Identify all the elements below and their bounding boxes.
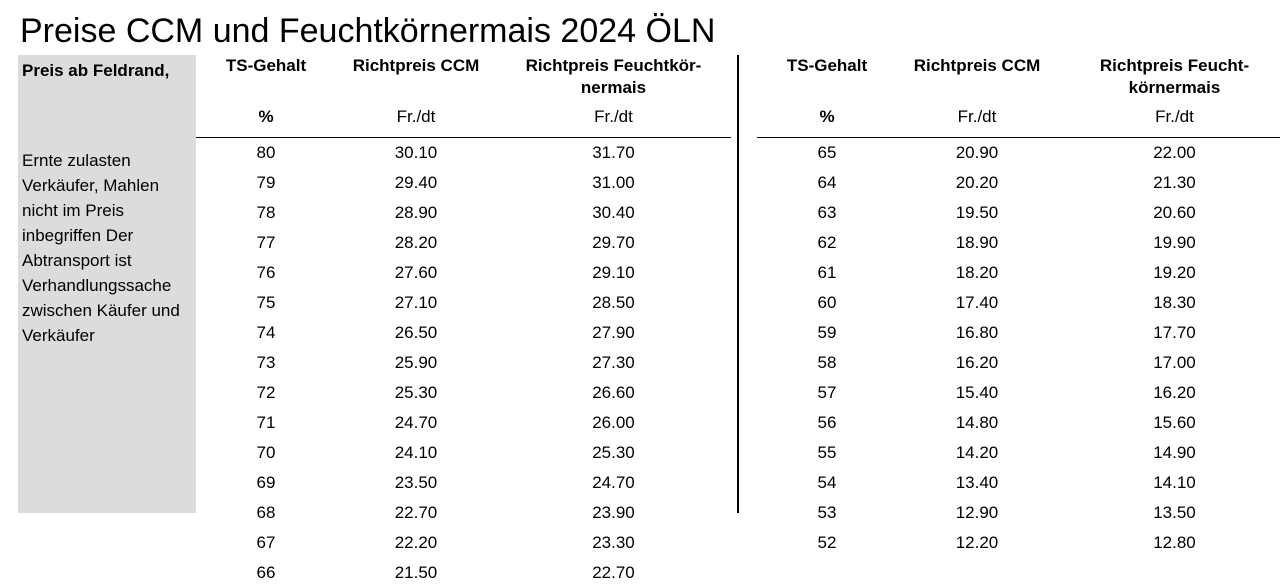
table-row <box>196 468 1280 498</box>
cell-fkm-left: 27.30 <box>496 348 731 378</box>
cell-ts-left: 80 <box>196 138 336 169</box>
cell-fkm-right: 19.20 <box>1057 258 1280 288</box>
cell-ccm-left: 27.10 <box>336 288 496 318</box>
table-row <box>196 138 1280 169</box>
cell-fkm-right: 18.30 <box>1057 288 1280 318</box>
cell-fkm-left: 23.30 <box>496 528 731 558</box>
cell-ccm-right: 16.80 <box>897 318 1057 348</box>
cell-ccm-right: 17.40 <box>897 288 1057 318</box>
table-row <box>196 378 1280 408</box>
table-row <box>196 558 1280 588</box>
cell-ts-left: 75 <box>196 288 336 318</box>
header-fkm-left: Richtpreis Feuchtkör-nermais <box>496 55 731 107</box>
cell-ts-left: 66 <box>196 558 336 588</box>
cell-gap <box>731 138 757 169</box>
cell-fkm-left: 26.60 <box>496 378 731 408</box>
cell-gap <box>731 258 757 288</box>
header-ccm-right: Richtpreis CCM <box>897 55 1057 107</box>
table-row <box>196 168 1280 198</box>
table-row <box>196 198 1280 228</box>
cell-gap <box>731 378 757 408</box>
cell-fkm-right <box>1057 558 1280 588</box>
table-row <box>196 348 1280 378</box>
cell-ts-right: 54 <box>757 468 897 498</box>
cell-gap <box>731 468 757 498</box>
cell-gap <box>731 228 757 258</box>
header-ts-right: TS-Gehalt <box>757 55 897 107</box>
price-table-body <box>196 138 1280 588</box>
table-header-row <box>196 55 1280 107</box>
cell-fkm-left: 29.10 <box>496 258 731 288</box>
cell-ts-left: 76 <box>196 258 336 288</box>
cell-ts-right: 62 <box>757 228 897 258</box>
cell-ts-right: 58 <box>757 348 897 378</box>
cell-fkm-right: 17.00 <box>1057 348 1280 378</box>
cell-fkm-left: 31.00 <box>496 168 731 198</box>
unit-ts-left: % <box>196 107 336 138</box>
cell-ccm-left: 24.70 <box>336 408 496 438</box>
cell-ccm-left: 22.70 <box>336 498 496 528</box>
cell-fkm-left: 31.70 <box>496 138 731 169</box>
cell-ccm-right: 15.40 <box>897 378 1057 408</box>
cell-fkm-left: 29.70 <box>496 228 731 258</box>
cell-ccm-left: 23.50 <box>336 468 496 498</box>
cell-ts-left: 71 <box>196 408 336 438</box>
cell-ccm-left: 22.20 <box>336 528 496 558</box>
cell-ccm-left: 28.90 <box>336 198 496 228</box>
cell-fkm-right: 21.30 <box>1057 168 1280 198</box>
cell-ccm-right: 12.20 <box>897 528 1057 558</box>
cell-ts-right: 61 <box>757 258 897 288</box>
header-gap <box>731 55 757 107</box>
cell-fkm-left: 28.50 <box>496 288 731 318</box>
cell-gap <box>731 438 757 468</box>
table-row <box>196 228 1280 258</box>
cell-ts-left: 79 <box>196 168 336 198</box>
cell-gap <box>731 528 757 558</box>
cell-gap <box>731 198 757 228</box>
cell-ts-right: 57 <box>757 378 897 408</box>
cell-ts-right: 53 <box>757 498 897 528</box>
cell-fkm-left: 27.90 <box>496 318 731 348</box>
cell-ts-left: 77 <box>196 228 336 258</box>
cell-ts-right: 56 <box>757 408 897 438</box>
cell-fkm-right: 20.60 <box>1057 198 1280 228</box>
unit-gap <box>731 107 757 138</box>
price-table-wrapper <box>196 55 1262 515</box>
cell-ccm-right: 18.90 <box>897 228 1057 258</box>
cell-gap <box>731 498 757 528</box>
cell-ts-left: 78 <box>196 198 336 228</box>
cell-ccm-right: 14.20 <box>897 438 1057 468</box>
cell-fkm-right: 16.20 <box>1057 378 1280 408</box>
unit-ccm-left: Fr./dt <box>336 107 496 138</box>
price-table <box>196 55 1280 588</box>
cell-fkm-right: 15.60 <box>1057 408 1280 438</box>
unit-fkm-left: Fr./dt <box>496 107 731 138</box>
cell-ccm-right: 13.40 <box>897 468 1057 498</box>
cell-ccm-right: 20.90 <box>897 138 1057 169</box>
cell-fkm-left: 23.90 <box>496 498 731 528</box>
cell-gap <box>731 558 757 588</box>
cell-ccm-right: 14.80 <box>897 408 1057 438</box>
table-row <box>196 258 1280 288</box>
cell-ts-right: 65 <box>757 138 897 169</box>
cell-ts-left: 73 <box>196 348 336 378</box>
cell-ccm-right: 20.20 <box>897 168 1057 198</box>
cell-ts-right: 64 <box>757 168 897 198</box>
cell-ccm-left: 28.20 <box>336 228 496 258</box>
cell-ccm-right: 18.20 <box>897 258 1057 288</box>
cell-fkm-left: 26.00 <box>496 408 731 438</box>
cell-fkm-right: 17.70 <box>1057 318 1280 348</box>
cell-fkm-right: 19.90 <box>1057 228 1280 258</box>
cell-ccm-left: 21.50 <box>336 558 496 588</box>
table-row <box>196 528 1280 558</box>
unit-ts-right: % <box>757 107 897 138</box>
cell-fkm-left: 25.30 <box>496 438 731 468</box>
cell-ts-right: 59 <box>757 318 897 348</box>
cell-ccm-left: 25.90 <box>336 348 496 378</box>
table-row <box>196 288 1280 318</box>
cell-ts-left: 72 <box>196 378 336 408</box>
cell-fkm-right: 14.10 <box>1057 468 1280 498</box>
note-body: Ernte zulasten Verkäufer, Mahlen nicht im Preis inbegriffen Der Abtransport ist Verhandlungssache zwischen Käufer und Verkäufer <box>22 148 194 348</box>
table-row <box>196 498 1280 528</box>
unit-ccm-right: Fr./dt <box>897 107 1057 138</box>
cell-fkm-right: 13.50 <box>1057 498 1280 528</box>
cell-ts-left: 67 <box>196 528 336 558</box>
cell-fkm-left: 22.70 <box>496 558 731 588</box>
cell-ccm-left: 27.60 <box>336 258 496 288</box>
cell-ts-left: 74 <box>196 318 336 348</box>
cell-ccm-right: 16.20 <box>897 348 1057 378</box>
cell-fkm-left: 24.70 <box>496 468 731 498</box>
note-heading: Preis ab Feldrand, <box>22 60 192 82</box>
cell-ts-left: 70 <box>196 438 336 468</box>
cell-ccm-right <box>897 558 1057 588</box>
table-unit-row <box>196 107 1280 138</box>
cell-ccm-left: 29.40 <box>336 168 496 198</box>
cell-gap <box>731 168 757 198</box>
header-ts-left: TS-Gehalt <box>196 55 336 107</box>
price-table-head <box>196 55 1280 138</box>
cell-ccm-right: 12.90 <box>897 498 1057 528</box>
header-ccm-left: Richtpreis CCM <box>336 55 496 107</box>
cell-ts-right: 55 <box>757 438 897 468</box>
cell-fkm-right: 14.90 <box>1057 438 1280 468</box>
cell-ts-left: 69 <box>196 468 336 498</box>
page-title: Preise CCM und Feuchtkörnermais 2024 ÖLN <box>20 12 715 51</box>
cell-ccm-left: 25.30 <box>336 378 496 408</box>
table-row <box>196 408 1280 438</box>
cell-ts-left: 68 <box>196 498 336 528</box>
cell-ts-right: 52 <box>757 528 897 558</box>
cell-gap <box>731 348 757 378</box>
cell-fkm-right: 22.00 <box>1057 138 1280 169</box>
cell-ts-right <box>757 558 897 588</box>
cell-ccm-right: 19.50 <box>897 198 1057 228</box>
cell-gap <box>731 408 757 438</box>
cell-fkm-left: 30.40 <box>496 198 731 228</box>
cell-ccm-left: 30.10 <box>336 138 496 169</box>
cell-gap <box>731 318 757 348</box>
table-row <box>196 438 1280 468</box>
cell-gap <box>731 288 757 318</box>
unit-fkm-right: Fr./dt <box>1057 107 1280 138</box>
cell-ts-right: 63 <box>757 198 897 228</box>
cell-fkm-right: 12.80 <box>1057 528 1280 558</box>
cell-ccm-left: 24.10 <box>336 438 496 468</box>
cell-ts-right: 60 <box>757 288 897 318</box>
header-fkm-right: Richtpreis Feucht-körnermais <box>1057 55 1280 107</box>
table-row <box>196 318 1280 348</box>
cell-ccm-left: 26.50 <box>336 318 496 348</box>
